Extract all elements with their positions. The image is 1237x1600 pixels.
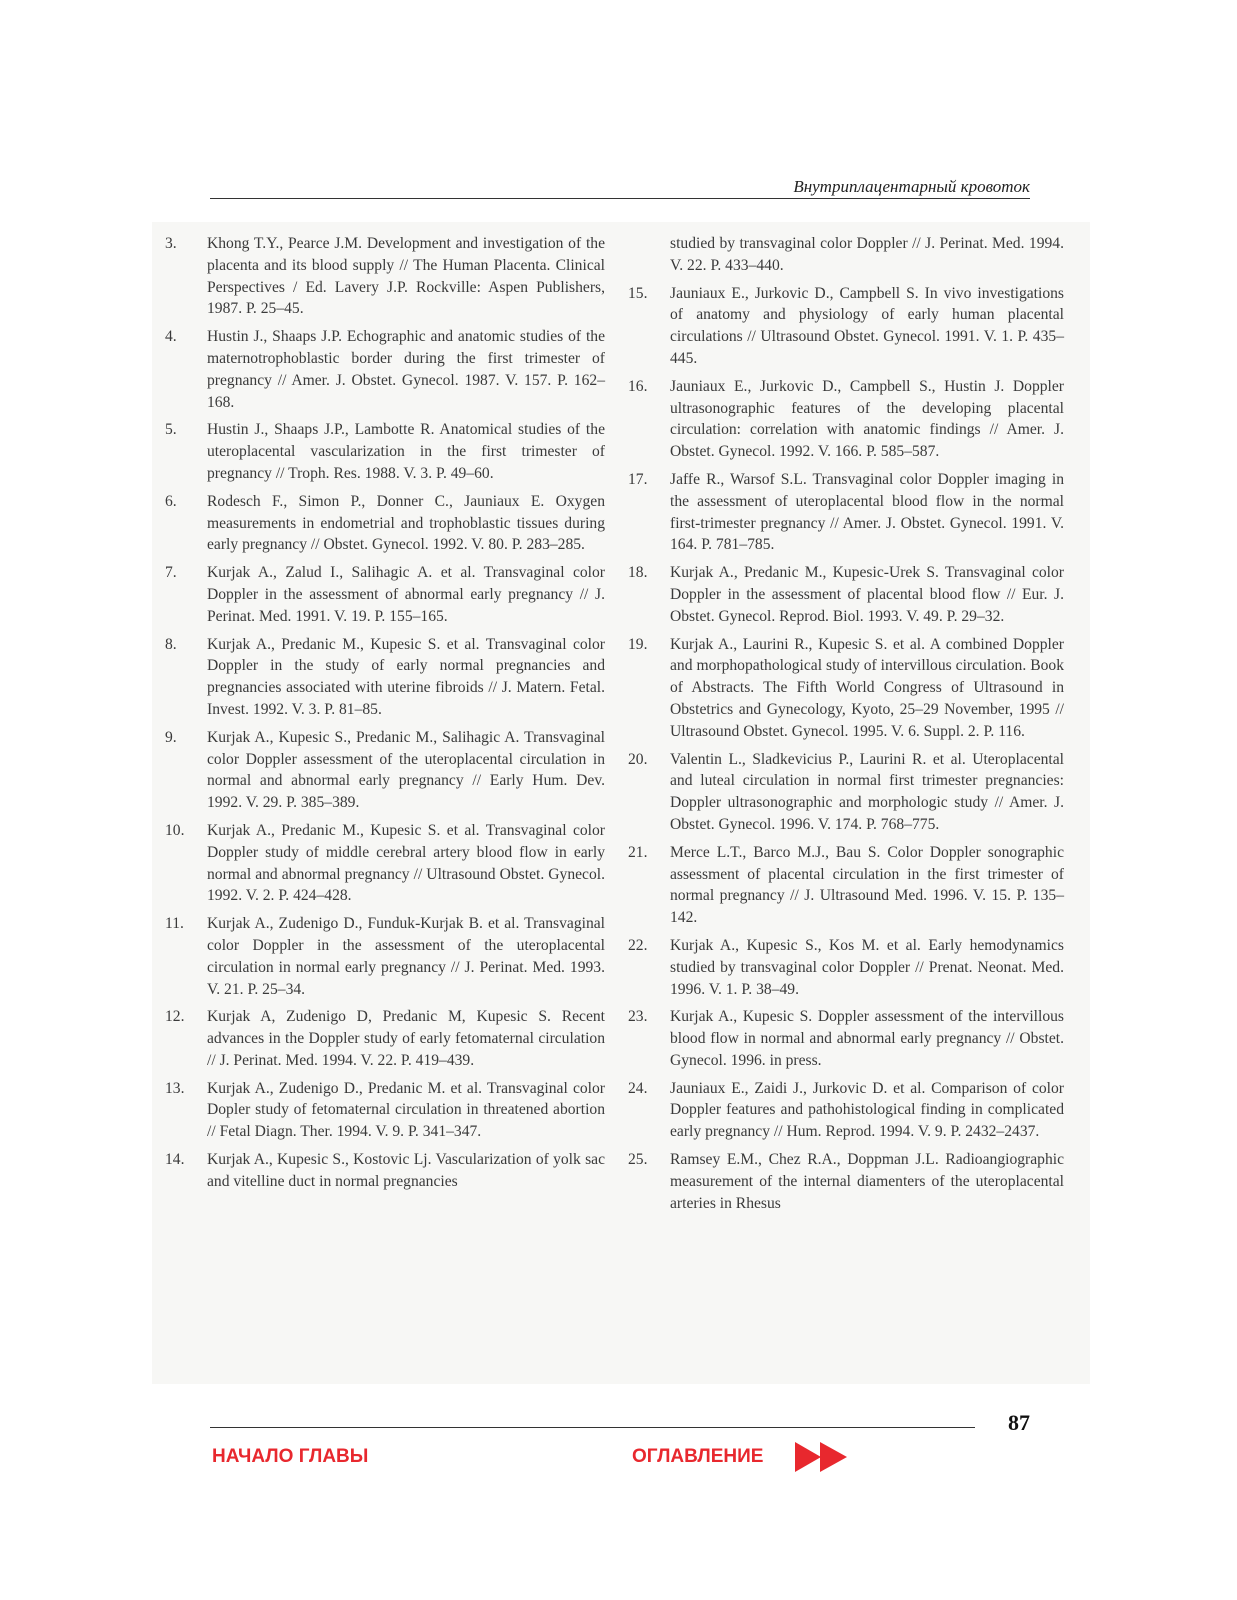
- reference-number: 23.: [628, 1008, 648, 1026]
- footer-rule: [210, 1427, 975, 1428]
- reference-number: 3.: [165, 235, 177, 252]
- reference-number: 8.: [165, 635, 177, 653]
- references-right-column: [628, 233, 1064, 1220]
- reference-number: 10.: [165, 821, 185, 839]
- reference-text: Kurjak A., Laurini R., Kupesic S. et al. A combined Doppler and morphopathological study of intervillous circulation. Book of Abstracts. The Fifth World Congress of Ultrasound in Obstetrics and Gynecology, Kyoto, 25–29 November, 1995 // Ultrasound Obstet. Gynecol. 1995. V. 6. Suppl. 2. P. 116.: [670, 635, 1064, 740]
- reference-item: [628, 749, 1064, 836]
- reference-text: Kurjak A., Kupesic S. Doppler assessment of the intervillous blood flow in normal and abnormal early pregnancy // Obstet. Gynecol. 1996. in press.: [670, 1008, 1064, 1069]
- forward-arrow-second: [820, 1442, 847, 1472]
- reference-text: Kurjak A., Predanic M., Kupesic S. et al. Transvaginal color Doppler study of middle cerebral artery blood flow in early normal and abnormal pregnancy // Ultrasound Obstet. Gynecol. 1992. V. 2. P. 424–428.: [207, 821, 605, 905]
- reference-number: 18.: [628, 564, 648, 582]
- reference-item: [165, 491, 605, 556]
- running-header-title: Внутриплацентарный кровоток: [793, 177, 1030, 196]
- reference-number: 19.: [628, 635, 648, 653]
- reference-item: [628, 1149, 1064, 1214]
- reference-number: 17.: [628, 470, 648, 488]
- reference-text: Jauniaux E., Zaidi J., Jurkovic D. et al. Comparison of color Doppler features and pathohistological finding in complicated early pregnancy // Hum. Reprod. 1994. V. 9. P. 2432–2437.: [670, 1079, 1064, 1141]
- reference-item: [165, 727, 605, 814]
- reference-text: Kurjak A., Kupesic S., Predanic M., Salihagic A. Transvaginal color Doppler assessment of the uteroplacental circulation in normal and abnormal early pregnancy // Early Hum. Dev. 1992. V. 29. P. 385–389.: [207, 728, 605, 812]
- reference-text: Kurjak A., Kupesic S., Kos M. et al. Early hemodynamics studied by transvaginal color Doppler // Prenat. Neonat. Med. 1996. V. 1. P. 38–49.: [670, 936, 1064, 998]
- reference-text: Valentin L., Sladkevicius P., Laurini R. et al. Uteroplacental and luteal circulation in normal first trimester pregnancies: Doppler ultrasonographic and morphologic study // Amer. J. Obstet. Gynecol. 1996. V. 174. P. 768–775.: [670, 750, 1064, 833]
- reference-item: [165, 233, 605, 320]
- references-left-column: [165, 233, 605, 1199]
- reference-number: 4.: [165, 328, 177, 346]
- reference-item: [165, 419, 605, 484]
- reference-number: 5.: [165, 421, 177, 439]
- reference-item: [165, 913, 605, 1000]
- reference-item: [628, 376, 1064, 463]
- reference-number: 9.: [165, 728, 177, 746]
- reference-number: 21.: [628, 843, 648, 861]
- reference-text: Merce L.T., Barco M.J., Bau S. Color Doppler sonographic assessment of placental circulation in the first trimester of normal pregnancy // J. Ultrasound Med. 1996. V. 15. P. 135–142.: [670, 843, 1064, 927]
- reference-number: 7.: [165, 564, 177, 582]
- reference-number: 20.: [628, 750, 648, 768]
- reference-number: 15.: [628, 284, 648, 302]
- reference-item: [628, 1078, 1064, 1143]
- header-rule: [210, 198, 1030, 199]
- reference-text: Jaffe R., Warsof S.L. Transvaginal color Doppler imaging in the assessment of uteroplacental blood flow in the normal first-trimester pregnancy // Amer. J. Obstet. Gynecol. 1991. V. 164. P. 781–785.: [670, 470, 1064, 554]
- reference-item: [628, 634, 1064, 743]
- reference-item: [628, 935, 1064, 1000]
- reference-item: [165, 1006, 605, 1071]
- reference-text: Jauniaux E., Jurkovic D., Campbell S. In vivo investigations of anatomy and physiology of early human placental circulations // Ultrasound Obstet. Gynecol. 1991. V. 1. P. 435–445.: [670, 284, 1064, 367]
- reference-item: [165, 820, 605, 907]
- reference-number: 14.: [165, 1151, 185, 1169]
- contents-link[interactable]: ОГЛАВЛЕНИЕ: [632, 1446, 764, 1467]
- reference-item: [628, 842, 1064, 929]
- reference-item: [165, 1078, 605, 1143]
- reference-item: [628, 562, 1064, 627]
- reference-item: [165, 562, 605, 627]
- reference-item: [165, 1149, 605, 1193]
- reference-number: 13.: [165, 1079, 185, 1097]
- fast-forward-icon[interactable]: [795, 1441, 849, 1473]
- reference-continuation: [670, 233, 1064, 277]
- reference-item: [628, 469, 1064, 556]
- reference-number: 25.: [628, 1151, 648, 1169]
- reference-number: 6.: [165, 492, 177, 510]
- reference-text: studied by transvaginal color Doppler // J. Perinat. Med. 1994. V. 22. P. 433–440.: [670, 235, 1064, 274]
- reference-text: Jauniaux E., Jurkovic D., Campbell S., Hustin J. Doppler ultrasonographic features of the developing placental circulation: correlation with anatomic findings // Amer. J. Obstet. Gynecol. 1992. V. 166. P. 585–587.: [670, 377, 1064, 461]
- reference-number: 12.: [165, 1008, 185, 1026]
- reference-item: [165, 634, 605, 721]
- chapter-start-link[interactable]: НАЧАЛО ГЛАВЫ: [212, 1446, 369, 1467]
- reference-text: Khong T.Y., Pearce J.M. Development and investigation of the placenta and its blood supply // The Human Placenta. Clinical Perspectives / Ed. Lavery J.P. Rockville: Aspen Publishers, 1987. P. 25–45.: [207, 235, 605, 318]
- reference-text: Kurjak A., Kupesic S., Kostovic Lj. Vascularization of yolk sac and vitelline duct in normal pregnancies: [207, 1151, 605, 1190]
- reference-text: Hustin J., Shaaps J.P. Echographic and anatomic studies of the maternotrophoblastic border during the first trimester of pregnancy // Amer. J. Obstet. Gynecol. 1987. V. 157. P. 162–168.: [207, 328, 605, 411]
- reference-number: 22.: [628, 936, 648, 954]
- reference-number: 11.: [165, 915, 184, 933]
- reference-text: Kurjak A., Zudenigo D., Funduk-Kurjak B. et al. Transvaginal color Doppler in the assessment of the uteroplacental circulation in normal early pregnancy // J. Perinat. Med. 1993. V. 21. P. 25–34.: [207, 915, 605, 998]
- reference-text: Hustin J., Shaaps J.P., Lambotte R. Anatomical studies of the uteroplacental vascularization in the first trimester of pregnancy // Troph. Res. 1988. V. 3. P. 49–60.: [207, 421, 605, 482]
- reference-item: [165, 326, 605, 413]
- forward-arrow-first: [795, 1442, 821, 1472]
- reference-text: Rodesch F., Simon P., Donner C., Jauniaux E. Oxygen measurements in endometrial and trophoblastic tissues during early pregnancy // Obstet. Gynecol. 1992. V. 80. P. 283–285.: [207, 492, 605, 554]
- reference-text: Kurjak A., Zalud I., Salihagic A. et al. Transvaginal color Doppler in the assessment of abnormal early pregnancy // J. Perinat. Med. 1991. V. 19. P. 155–165.: [207, 564, 605, 625]
- reference-item: [628, 283, 1064, 370]
- reference-text: Kurjak A, Zudenigo D, Predanic M, Kupesic S. Recent advances in the Doppler study of early fetomaternal circulation // J. Perinat. Med. 1994. V. 22. P. 419–439.: [207, 1008, 605, 1069]
- reference-text: Kurjak A., Predanic M., Kupesic-Urek S. Transvaginal color Doppler in the assessment of placental blood flow // Eur. J. Obstet. Gynecol. Reprod. Biol. 1993. V. 49. P. 29–32.: [670, 564, 1064, 625]
- reference-text: Kurjak A., Zudenigo D., Predanic M. et al. Transvaginal color Dopler study of fetomaternal circulation in threatened abortion // Fetal Diagn. Ther. 1994. V. 9. P. 341–347.: [207, 1079, 605, 1141]
- page-number: 87: [1008, 1410, 1030, 1435]
- reference-number: 16.: [628, 377, 648, 395]
- reference-number: 24.: [628, 1079, 648, 1097]
- reference-text: Ramsey E.M., Chez R.A., Doppman J.L. Radioangiographic measurement of the internal diamenters of the uteroplacental arteries in Rhesus: [670, 1151, 1064, 1212]
- reference-item: [628, 1006, 1064, 1071]
- reference-text: Kurjak A., Predanic M., Kupesic S. et al. Transvaginal color Doppler in the study of early normal pregnancies and pregnancies associated with uterine fibroids // J. Matern. Fetal. Invest. 1992. V. 3. P. 81–85.: [207, 635, 605, 718]
